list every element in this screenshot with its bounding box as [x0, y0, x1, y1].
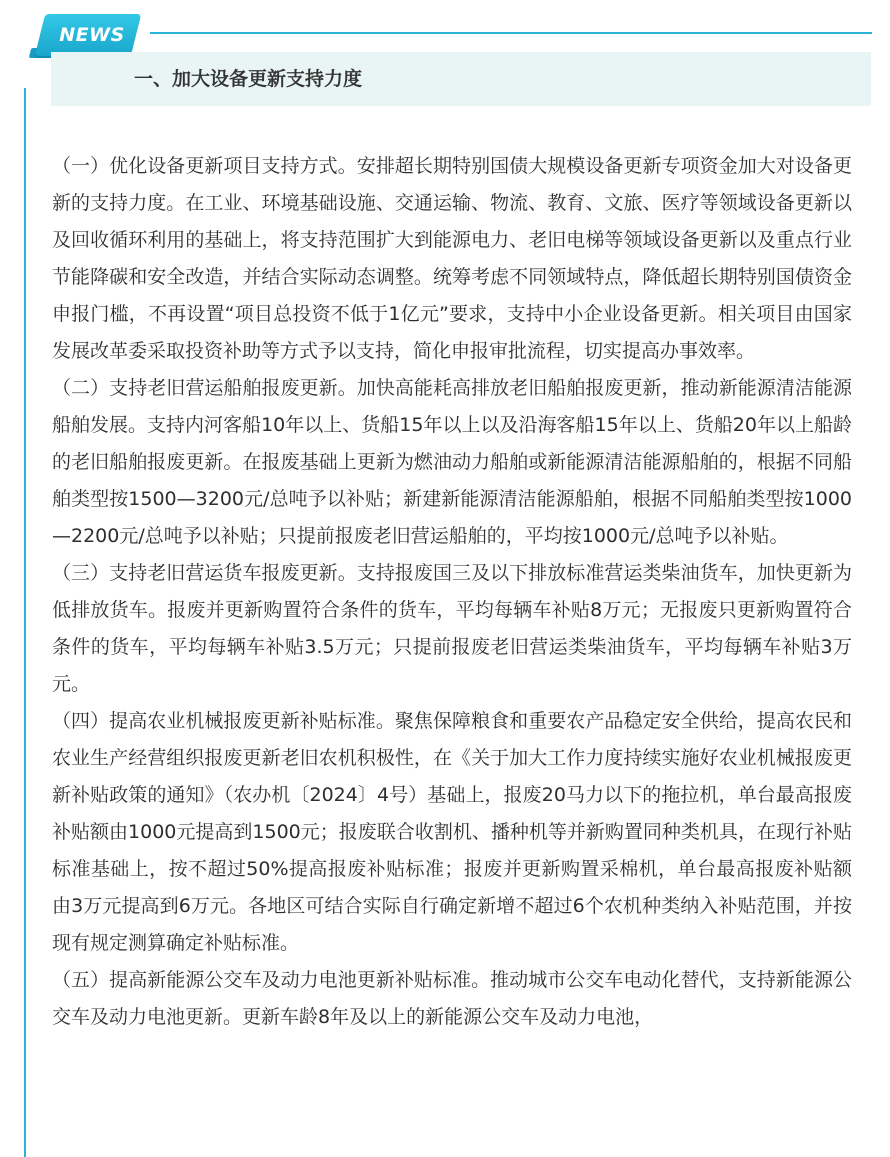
paragraph-3: （三）支持老旧营运货车报废更新。支持报废国三及以下排放标准营运类柴油货车，加快更新为低排放货车。报废并更新购置符合条件的货车，平均每辆车补贴8万元；无报废只更新购置符合条件的货车，平均每辆车补贴3.5万元；只提前报废老旧营运类柴油货车，平均每辆车补贴3万元。 [52, 562, 852, 695]
article-body [52, 148, 852, 1036]
paragraph-5: （五）提高新能源公交车及动力电池更新补贴标准。推动城市公交车电动化替代，支持新能源公交车及动力电池更新。更新车龄8年及以上的新能源公交车及动力电池， [52, 969, 852, 1028]
news-badge-label: NEWS [59, 24, 125, 46]
paragraph-1: （一）优化设备更新项目支持方式。安排超长期特别国债大规模设备更新专项资金加大对设备更新的支持力度。在工业、环境基础设施、交通运输、物流、教育、文旅、医疗等领域设备更新以及回收循环利用的基础上，将支持范围扩大到能源电力、老旧电梯等领域设备更新以及重点行业节能降碳和安全改造，并结合实际动态调整。统筹考虑不同领域特点，降低超长期特别国债资金申报门槛，不再设置“项目总投资不低于1亿元”要求，支持中小企业设备更新。相关项目由国家发展改革委采取投资补助等方式予以支持，简化申报审批流程，切实提高办事效率。 [52, 155, 852, 362]
paragraph-4: （四）提高农业机械报废更新补贴标准。聚焦保障粮食和重要农产品稳定安全供给，提高农民和农业生产经营组织报废更新老旧农机积极性，在《关于加大工作力度持续实施好农业机械报废更新补贴政策的通知》（农办机〔2024〕4号）基础上，报废20马力以下的拖拉机，单台最高报废补贴额由1000元提高到1500元；报废联合收割机、播种机等并新购置同种类机具，在现行补贴标准基础上，按不超过50%提高报废补贴标准；报废并更新购置采棉机，单台最高报废补贴额由3万元提高到6万元。各地区可结合实际自行确定新增不超过6个农机种类纳入补贴范围，并按现有规定测算确定补贴标准。 [52, 710, 852, 954]
section-heading: 一、加大设备更新支持力度 [134, 68, 363, 90]
left-divider-line [24, 88, 26, 1157]
paragraph-2: （二）支持老旧营运船舶报废更新。加快高能耗高排放老旧船舶报废更新，推动新能源清洁能源船舶发展。支持内河客船10年以上、货船15年以上以及沿海客船15年以上、货船20年以上船龄的老旧船舶报废更新。在报废基础上更新为燃油动力船舶或新能源清洁能源船舶的，根据不同船舶类型按1500—3200元/总吨予以补贴；新建新能源清洁能源船舶，根据不同船舶类型按1000—2200元/总吨予以补贴；只提前报废老旧营运船舶的，平均按1000元/总吨予以补贴。 [52, 377, 852, 547]
top-divider-line [150, 32, 872, 34]
